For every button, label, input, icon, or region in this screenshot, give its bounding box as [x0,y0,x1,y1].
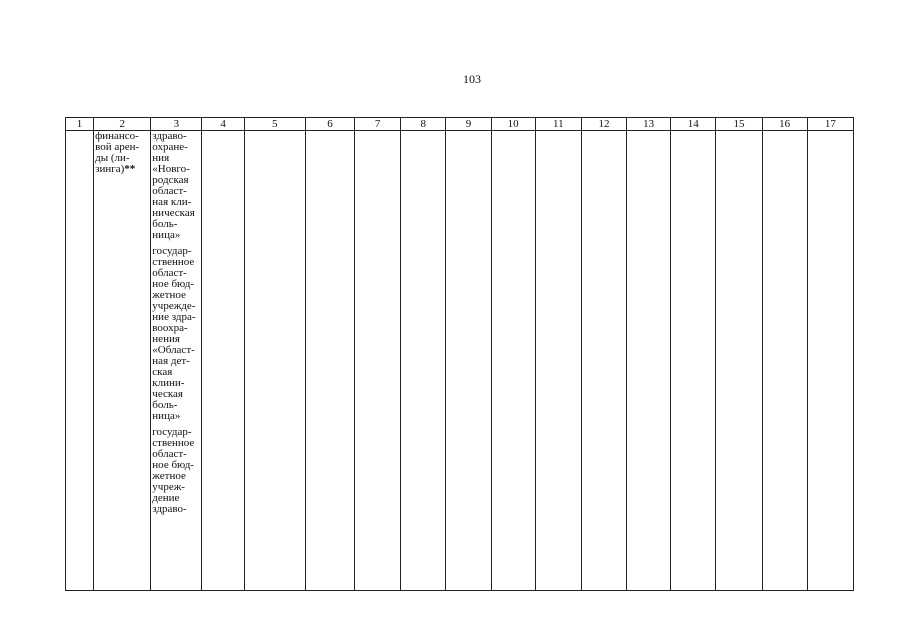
institution-entry: здраво- охране- ния «Новго- родская област- ная кли- ническая боль- ница» [152,130,195,241]
cell-col-10 [491,131,535,591]
cell-col-7 [355,131,401,591]
cell-col-9 [446,131,491,591]
column-header-7: 7 [355,118,401,131]
cell-col-12 [581,131,626,591]
cell-col-6 [305,131,354,591]
cell-col-8 [401,131,446,591]
cell-col-2 [94,131,151,591]
column-header-2: 2 [94,118,151,131]
cell-col-3 [151,131,202,591]
column-header-11: 11 [535,118,581,131]
column-header-5: 5 [244,118,305,131]
table-row [66,131,854,591]
document-table [65,117,854,591]
column-header-16: 16 [762,118,807,131]
institution-entry: государ- ственное област- ное бюд- жетное учрежде- ние здра- воохра- нения «Област- ная дет- ская клини- ческая боль- ница» [152,245,196,422]
column-header-13: 13 [627,118,671,131]
column-header-12: 12 [581,118,626,131]
column-header-17: 17 [807,118,853,131]
column-header-15: 15 [716,118,762,131]
cell-col-17 [807,131,853,591]
cell-col-11 [535,131,581,591]
header-row [66,118,854,131]
cell-col-16 [762,131,807,591]
column-header-9: 9 [446,118,491,131]
column-header-4: 4 [202,118,244,131]
institution-entry: государ- ственное област- ное бюд- жетное учреж- дение здраво- [152,426,195,515]
cell-col-1 [66,131,94,591]
lease-type-text: финансо- вой арен- ды (ли- зинга) [95,130,140,175]
cell-col-15 [716,131,762,591]
column-header-1: 1 [66,118,94,131]
cell-col-4 [202,131,244,591]
column-header-14: 14 [671,118,716,131]
page-number: 103 [463,72,481,86]
cell-col-14 [671,131,716,591]
cell-col-5 [244,131,305,591]
footnote-marker: ** [124,163,136,175]
column-header-8: 8 [401,118,446,131]
cell-col-13 [627,131,671,591]
column-header-6: 6 [305,118,354,131]
column-header-3: 3 [151,118,202,131]
column-header-10: 10 [491,118,535,131]
